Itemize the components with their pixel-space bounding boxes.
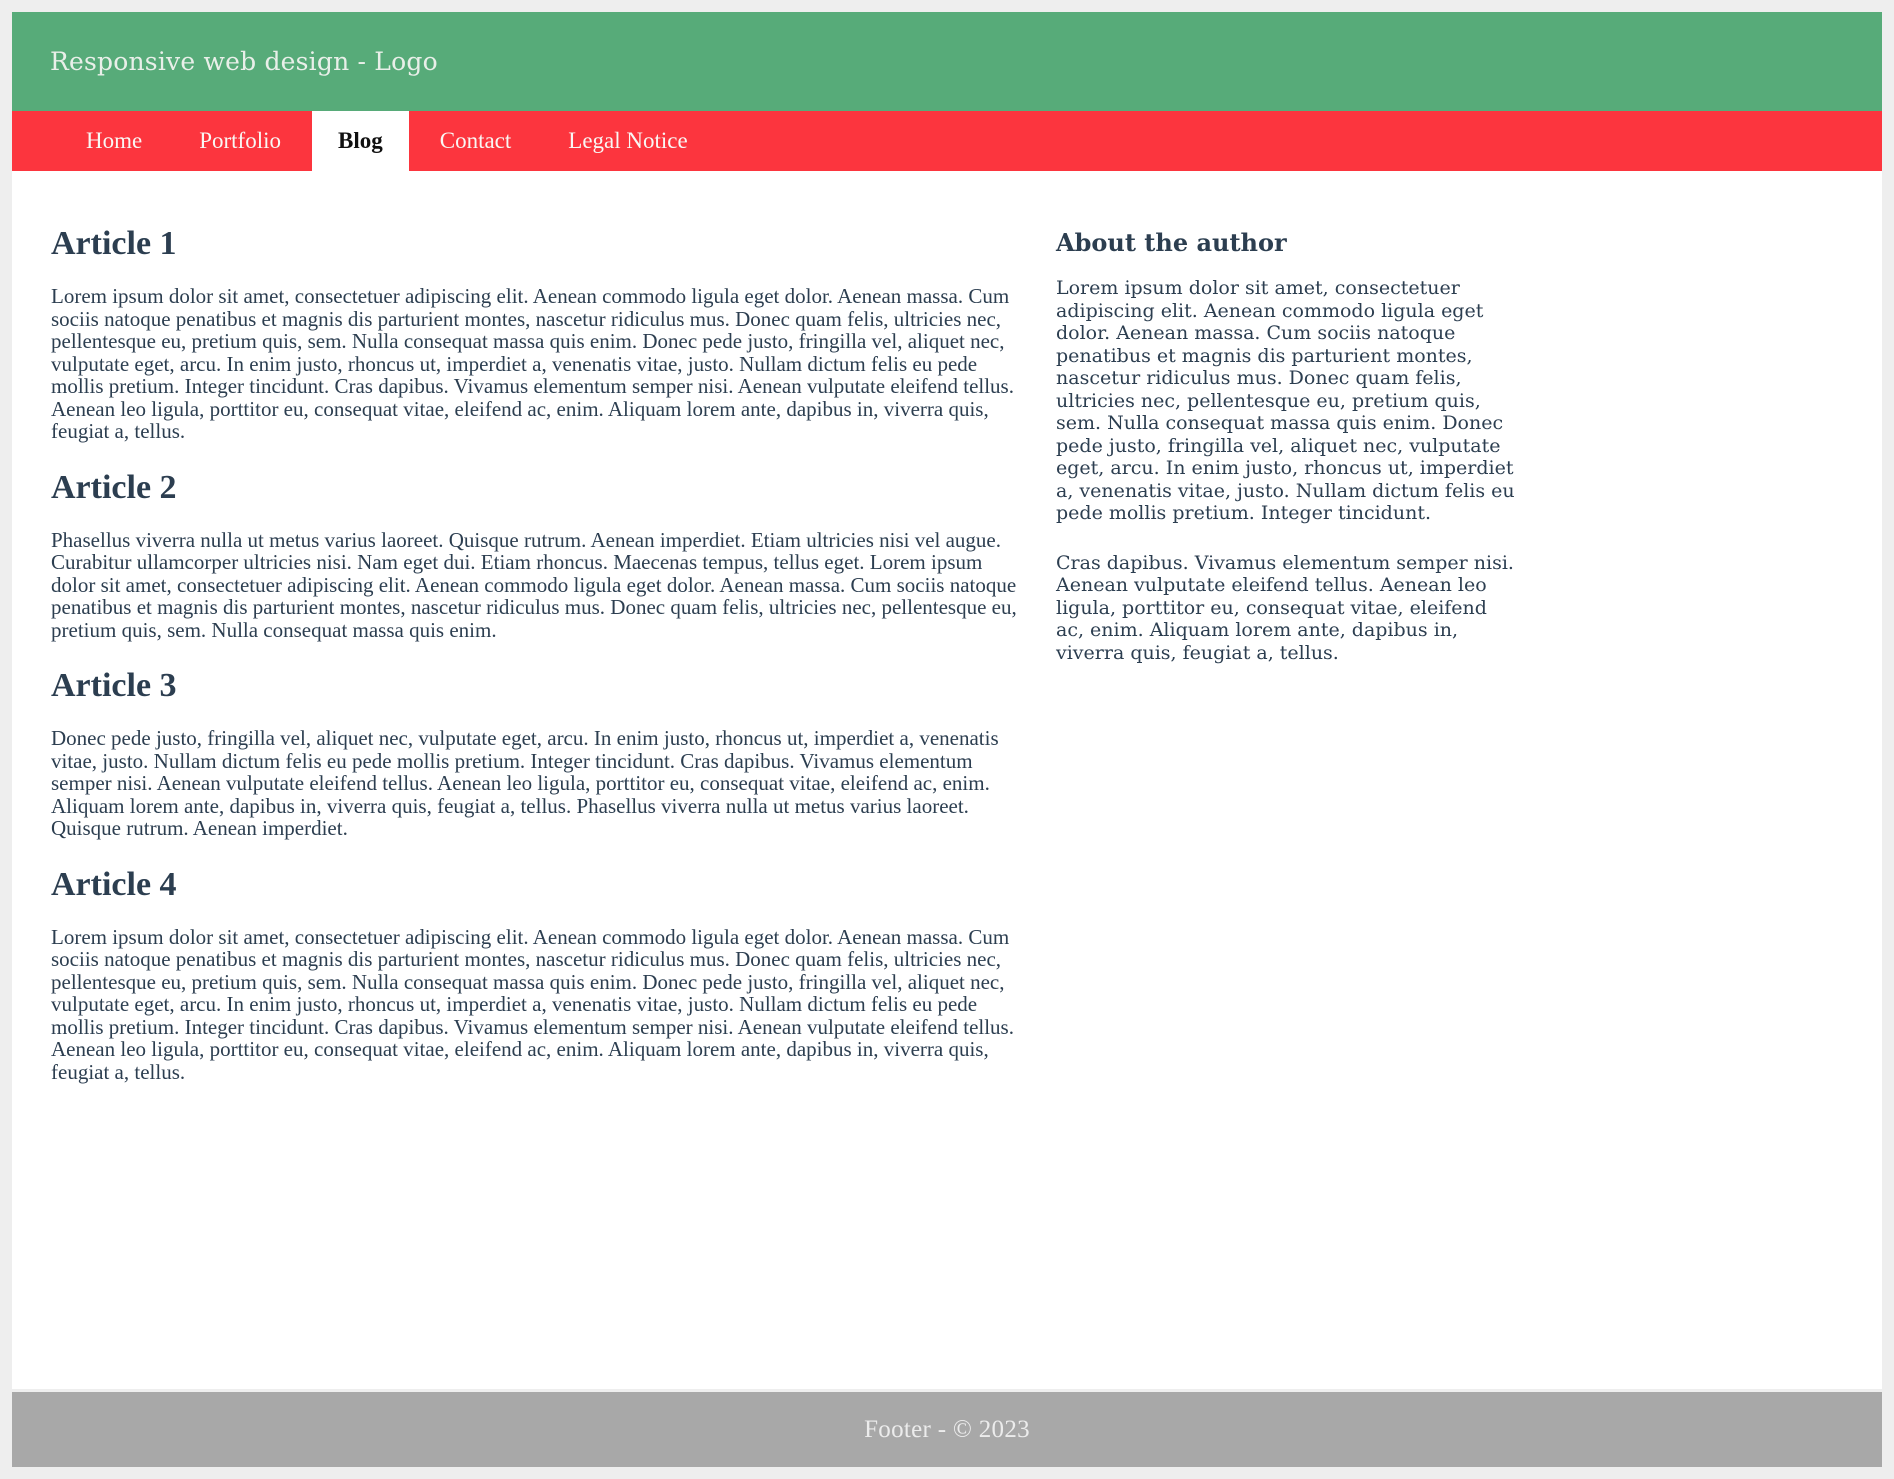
articles-column bbox=[51, 171, 1018, 1389]
about-author-sidebar bbox=[1056, 171, 1516, 1389]
site-header bbox=[12, 12, 1882, 111]
footer-text: Footer - © 2023 bbox=[864, 1415, 1030, 1443]
article-2-title: Article 2 bbox=[51, 468, 177, 506]
nav-link-contact[interactable]: Contact bbox=[439, 128, 512, 153]
nav-link-blog[interactable]: Blog bbox=[312, 111, 409, 171]
nav-link-portfolio[interactable]: Portfolio bbox=[199, 128, 281, 153]
article-1-title: Article 1 bbox=[51, 225, 177, 262]
article-2-body: Phasellus viverra nulla ut metus varius laoreet. Quisque rutrum. Aenean imperdiet. Etiam ultricies nisi vel augue. Curabitur ullamcorper ultricies nisi. Nam eget dui. Etiam rhoncus. Maecenas tempus, tellus eget. Lorem ipsum dolor sit amet, consectetuer adipiscing elit. Aenean commodo ligula eget dolor. Aenean massa. Cum sociis natoque penatibus et magnis dis parturient montes, nascetur ridiculus mus. Donec quam felis, ultricies nec, pellentesque eu, pretium quis, sem. Nulla consequat massa quis enim. bbox=[51, 527, 1017, 642]
nav-list bbox=[12, 111, 1882, 171]
main-nav bbox=[12, 111, 1882, 171]
article-4 bbox=[51, 866, 1018, 1084]
site-logo: Responsive web design - Logo bbox=[50, 47, 438, 76]
content-row bbox=[12, 171, 1882, 1389]
nav-link-home[interactable]: Home bbox=[86, 128, 143, 153]
article-3 bbox=[51, 667, 1018, 840]
sidebar-title: About the author bbox=[1056, 228, 1287, 257]
sidebar-paragraph-1: Lorem ipsum dolor sit amet, consectetuer adipiscing elit. Aenean commodo ligula eget dolor. Aenean massa. Cum sociis natoque penatibus et magnis dis parturient montes, nascetur ridiculus mus. Donec quam felis, ultricies nec, pellentesque eu, pretium quis, sem. Nulla consequat massa quis enim. Donec pede justo, fringilla vel, aliquet nec, vulputate eget, arcu. In enim justo, rhoncus ut, imperdiet a, venenatis vitae, justo. Nullam dictum felis eu pede mollis pretium. Integer tincidunt. bbox=[1056, 277, 1515, 524]
nav-item-home bbox=[60, 111, 168, 171]
sidebar-paragraph-2: Cras dapibus. Vivamus elementum semper nisi. Aenean vulputate eleifend tellus. Aenean leo ligula, porttitor eu, consequat vitae, eleifend ac, enim. Aliquam lorem ante, dapibus in, viverra quis, feugiat a, tellus. bbox=[1056, 551, 1514, 664]
nav-item-blog bbox=[312, 111, 409, 171]
article-2 bbox=[51, 469, 1018, 642]
article-1 bbox=[51, 225, 1018, 443]
site-footer bbox=[12, 1392, 1882, 1467]
nav-item-contact bbox=[414, 111, 538, 171]
nav-item-legal-notice bbox=[542, 111, 713, 171]
article-3-title: Article 3 bbox=[51, 667, 177, 704]
nav-item-portfolio bbox=[173, 111, 307, 171]
nav-link-legal-notice[interactable]: Legal Notice bbox=[568, 128, 688, 153]
article-4-body: Lorem ipsum dolor sit amet, consectetuer adipiscing elit. Aenean commodo ligula eget dolor. Aenean massa. Cum sociis natoque penatibus et magnis dis parturient montes, nascetur ridiculus mus. Donec quam felis, ultricies nec, pellentesque eu, pretium quis, sem. Nulla consequat massa quis enim. Donec pede justo, fringilla vel, aliquet nec, vulputate eget, arcu. In enim justo, rhoncus ut, imperdiet a, venenatis vitae, justo. Nullam dictum felis eu pede mollis pretium. Integer tincidunt. Cras dapibus. Vivamus elementum semper nisi. Aenean vulputate eleifend tellus. Aenean leo ligula, porttitor eu, consequat vitae, eleifend ac, enim. Aliquam lorem ante, dapibus in, viverra quis, feugiat a, tellus. bbox=[51, 924, 1014, 1084]
article-3-body: Donec pede justo, fringilla vel, aliquet nec, vulputate eget, arcu. In enim justo, rhoncus ut, imperdiet a, venenatis vitae, justo. Nullam dictum felis eu pede mollis pretium. Integer tincidunt. Cras dapibus. Vivamus elementum semper nisi. Aenean vulputate eleifend tellus. Aenean leo ligula, porttitor eu, consequat vitae, eleifend ac, enim. Aliquam lorem ante, dapibus in, viverra quis, feugiat a, tellus. Phasellus viverra nulla ut metus varius laoreet. Quisque rutrum. Aenean imperdiet. bbox=[51, 726, 999, 840]
article-1-body: Lorem ipsum dolor sit amet, consectetuer adipiscing elit. Aenean commodo ligula eget dolor. Aenean massa. Cum sociis natoque penatibus et magnis dis parturient montes, nascetur ridiculus mus. Donec quam felis, ultricies nec, pellentesque eu, pretium quis, sem. Nulla consequat massa quis enim. Donec pede justo, fringilla vel, aliquet nec, vulputate eget, arcu. In enim justo, rhoncus ut, imperdiet a, venenatis vitae, justo. Nullam dictum felis eu pede mollis pretium. Integer tincidunt. Cras dapibus. Vivamus elementum semper nisi. Aenean vulputate eleifend tellus. Aenean leo ligula, porttitor eu, consequat vitae, eleifend ac, enim. Aliquam lorem ante, dapibus in, viverra quis, feugiat a, tellus. bbox=[51, 284, 1014, 443]
article-4-title: Article 4 bbox=[51, 865, 177, 903]
